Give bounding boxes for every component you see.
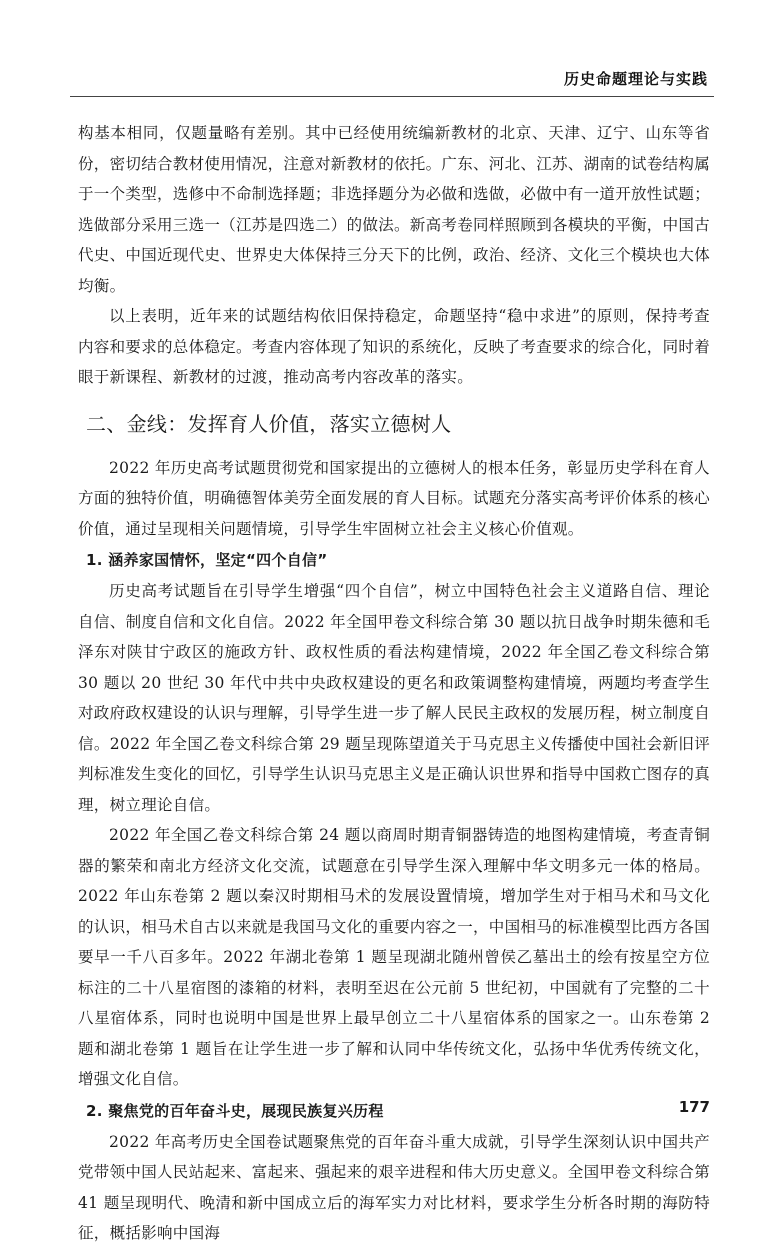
paragraph: 2022 年高考历史全国卷试题聚焦党的百年奋斗重大成就，引导学生深刻认识中国共产党带领中国人民站起来、富起来、强起来的艰辛进程和伟大历史意义。全国甲卷文科综合第 41 题呈现明代、晚清和新中国成立后的海军实力对比材料，要求学生分析各时期的海防特征，概括影响中国海 bbox=[78, 1132, 711, 1242]
subsection-heading: 2. 聚焦党的百年奋斗史，展现民族复兴历程 bbox=[86, 1101, 384, 1120]
paragraph: 历史高考试题旨在引导学生增强“四个自信”，树立中国特色社会主义道路自信、理论自信、制度自信和文化自信。2022 年全国甲卷文科综合第 30 题以抗日战争时期朱德和毛泽东对陕甘宁政区的施政方针、政权性质的看法构建情境，2022 年全国乙卷文科综合第 30 题以 20 世纪 30 年代中共中央政权建设的更名和政策调整构建情境，两题均考查学生对政府政权建设的认识与理解，引导学生进一步了解人民民主政权的发展历程，树立制度自信。2022 年全国乙卷文科综合第 29 题呈现陈望道关于马克思主义传播使中国社会新旧评判标准发生变化的回忆，引导学生认识马克思主义是正确认识世界和指导中国救亡图存的真理，树立理论自信。 bbox=[78, 582, 711, 814]
paragraph: 2022 年历史高考试题贯彻党和国家提出的立德树人的根本任务，彰显历史学科在育人方面的独特价值，明确德智体美劳全面发展的育人目标。试题充分落实高考评价体系的核心价值，通过呈现相关问题情境，引导学生牢固树立社会主义核心价值观。 bbox=[78, 458, 711, 538]
paragraph: 以上表明，近年来的试题结构依旧保持稳定，命题坚持“稳中求进”的原则，保持考查内容和要求的总体稳定。考查内容体现了知识的系统化，反映了考查要求的综合化，同时着眼于新课程、新教材的过渡，推动高考内容改革的落实。 bbox=[78, 307, 711, 386]
header-rule bbox=[70, 96, 714, 97]
running-header: 历史命题理论与实践 bbox=[563, 70, 708, 88]
page-body bbox=[78, 118, 710, 1249]
page-number: 177 bbox=[678, 1098, 710, 1116]
paragraph: 构基本相同，仅题量略有差别。其中已经使用统编新教材的北京、天津、辽宁、山东等省份，密切结合教材使用情况，注意对新教材的依托。广东、河北、江苏、湖南的试卷结构属于一个类型，选修中不命制选择题；非选择题分为必做和选做，必做中有一道开放性试题；选做部分采用三选一（江苏是四选二）的做法。新高考卷同样照顾到各模块的平衡，中国古代史、中国近现代史、世界史大体保持三分天下的比例，政治、经济、文化三个模块也大体均衡。 bbox=[78, 124, 711, 295]
paragraph: 2022 年全国乙卷文科综合第 24 题以商周时期青铜器铸造的地图构建情境，考查青铜器的繁荣和南北方经济文化交流，试题意在引导学生深入理解中华文明多元一体的格局。2022 年山东卷第 2 题以秦汉时期相马术的发展设置情境，增加学生对于相马术和马文化的认识，相马术自古以来就是我国马文化的重要内容之一，中国相马的标准模型比西方各国要早一千八百多年。2022 年湖北卷第 1 题呈现湖北随州曾侯乙墓出土的绘有按星空方位标注的二十八星宿图的漆箱的材料，表明至迟在公元前 5 世纪初，中国就有了完整的二十八星宿体系，同时也说明中国是世界上最早创立二十八星宿体系的国家之一。山东卷第 2 题和湖北卷第 1 题旨在让学生进一步了解和认同中华传统文化，弘扬中华优秀传统文化，增强文化自信。 bbox=[78, 826, 711, 1088]
section-heading: 二、金线：发挥育人价值，落实立德树人 bbox=[86, 411, 452, 436]
subsection-heading: 1. 涵养家国情怀，坚定“四个自信” bbox=[86, 551, 328, 569]
